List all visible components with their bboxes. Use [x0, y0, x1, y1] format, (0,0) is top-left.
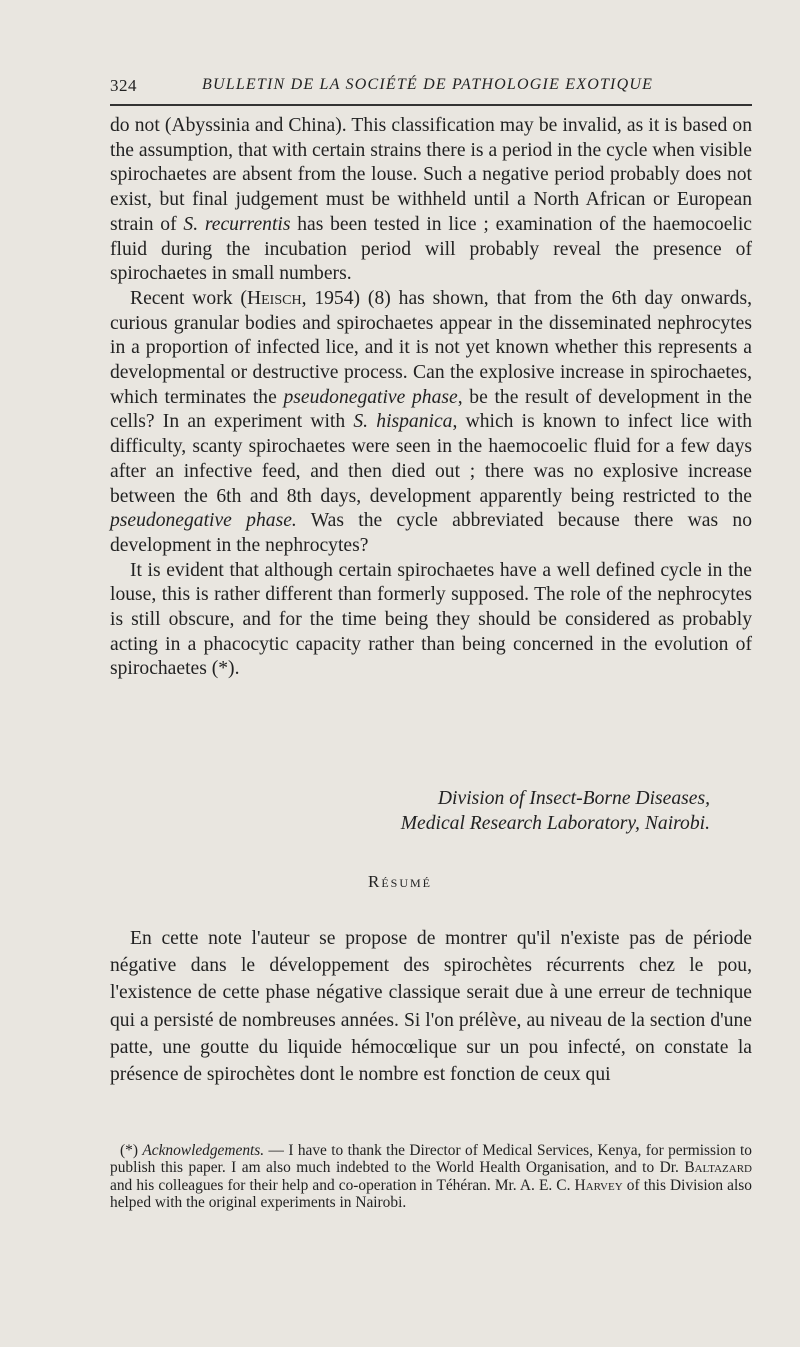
phase-term-2: pseudonegative phase. — [110, 510, 297, 532]
paragraph-1-rest: has been tested in lice ; examination of the haemocoelic fluid during the incubation period will probably reveal the presence of spirochaetes in small numbers. — [110, 213, 752, 285]
paragraph-2-text-b: , 1954) (8) has shown, that from the 6th day onwards, curious granular bodies and spirochaetes appear in the disseminated nephrocytes in a proportion of infected lice, and it is not yet known whether this represents a developmental or destructive process. Can the explosive increase in spirochaetes, which terminates the — [110, 287, 752, 408]
paragraph-3: It is evident that although certain spirochaetes have a well defined cycle in the louse, this is rather different than formerly supposed. The role of the nephrocytes is still obscure, and for the time being they should be considered as probably acting in a phacocytic capacity rather than being concerned in the evolution of spirochaetes (*). — [110, 559, 752, 680]
species-name-2: S. hispanica — [353, 411, 453, 433]
footnote-name-2: Harvey — [574, 1176, 623, 1194]
paragraph-2-text-d: , which is known to infect lice with difficulty, scanty spirochaetes were seen in the haemocoelic fluid for a few days after an infective feed, and then died out ; there was no explosive increase between the 6th and 8th days, development apparently being restricted to the — [110, 411, 752, 507]
paragraph-1 — [110, 114, 752, 287]
footnote — [110, 1142, 752, 1212]
resume-paragraph: En cette note l'auteur se propose de montrer qu'il n'existe pas de période négative dans le développement des spirochètes récurrents chez le pou, l'existence de cette phase négative classique serait due à une erreur de technique qui a persisté de nombreuses années. Si l'on prélève, au niveau de la section d'une patte, une goutte du liquide hémocœlique sur un pou infecté, on constate la présence de spirochètes dont le nombre est fonction de ceux qui — [110, 928, 752, 1086]
signature-line-1: Division of Insect-Borne Diseases, — [437, 788, 710, 809]
author-name: Heisch — [246, 287, 302, 309]
header-rule — [110, 104, 752, 106]
resume-text — [110, 925, 752, 1088]
running-title: BULLETIN DE LA SOCIÉTÉ DE PATHOLOGIE EXOTIQUE — [202, 76, 654, 93]
footnote-text-a: — I have to thank the Director of Medical Services, Kenya, for permission to publish this paper. I am also much indebted to the World Health Organisation, and to Dr. — [110, 1142, 752, 1177]
body-text — [110, 114, 752, 682]
signature-line-2: Medical Research Laboratory, Nairobi. — [400, 813, 710, 834]
footnote-marker: (*) — [120, 1142, 138, 1159]
paragraph-2-text-e: Was the cycle abbreviated because there was no development in the nephrocytes? — [110, 510, 753, 556]
footnote-text-b: and his colleagues for their help and co-operation in Téhéran. Mr. A. E. C. — [110, 1176, 571, 1194]
page-number: 324 — [110, 76, 137, 95]
phase-term: pseudonegative phase — [283, 386, 458, 408]
footnote-paragraph — [110, 1142, 752, 1212]
page-header — [110, 76, 752, 98]
footnote-title: Acknowledgements. — [142, 1142, 265, 1159]
species-name: S. recurrentis — [183, 213, 291, 235]
footnote-name-1: Baltazard — [684, 1159, 752, 1177]
paragraph-2-text-c: , be the result of development in the cells? In an experiment with — [110, 386, 752, 433]
paragraph-2 — [110, 287, 752, 559]
footnote-text-c: of this Division also helped with the original experiments in Nairobi. — [110, 1176, 752, 1212]
signature-block — [110, 786, 710, 836]
paragraph-2-text: Recent work ( — [130, 287, 247, 309]
paragraph-1-text: do not (Abyssinia and China). This classification may be invalid, as it is based on the assumption, that with certain strains there is a period in the cycle when visible spirochaetes are absent from the louse. Such a negative period probably does not exist, but final judgement must be withheld until a North African or European strain of — [110, 115, 752, 235]
resume-heading: Résumé — [367, 872, 432, 891]
